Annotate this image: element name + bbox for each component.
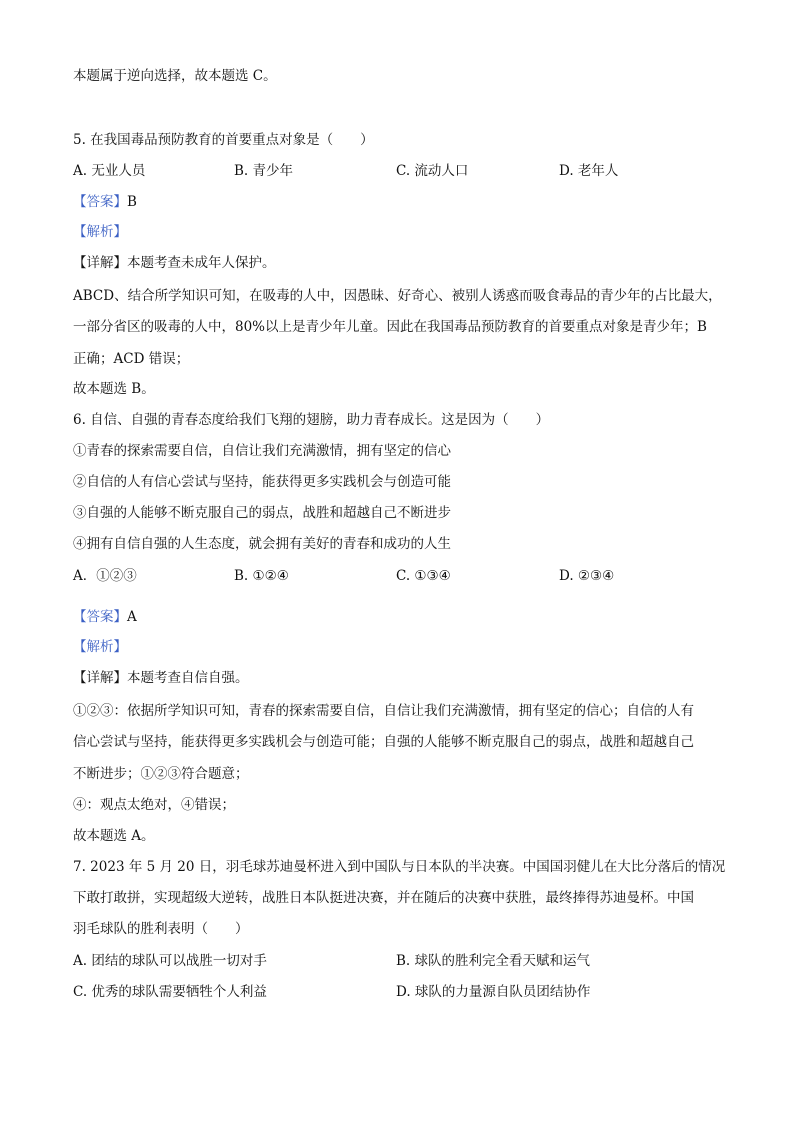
question-5-stem: 5. 在我国毒品预防教育的首要重点对象是（ ） bbox=[73, 132, 374, 148]
option-c: C. 流动人口 bbox=[396, 163, 469, 179]
statement-3: ③自强的人能够不断克服自己的弱点，战胜和超越自己不断进步 bbox=[73, 505, 451, 521]
option-b: B. 青少年 bbox=[234, 163, 294, 179]
answer-label bbox=[73, 607, 733, 627]
analysis-tag: 【解析】 bbox=[73, 224, 127, 240]
answer-tag: 【答案】 bbox=[73, 194, 127, 210]
option-a: A. 团结的球队可以战胜一切对手 bbox=[73, 953, 267, 969]
answer-value: A bbox=[127, 609, 137, 625]
paragraph: 一部分省区的吸毒的人中，80%以上是青少年儿童。因此在我国毒品预防教育的首要重点对象是青少年；B bbox=[73, 319, 707, 335]
option-d: D. ②③④ bbox=[559, 568, 615, 584]
paragraph: ABCD、结合所学知识可知，在吸毒的人中，因愚昧、好奇心、被别人诱惑而吸食毒品的青少年的占比最大， bbox=[73, 288, 722, 304]
option-b: B. 球队的胜利完全看天赋和运气 bbox=[396, 953, 591, 969]
paragraph: 本题属于逆向选择，故本题选 C。 bbox=[73, 68, 277, 84]
question-6-stem: 6. 自信、自强的青春态度给我们飞翔的翅膀，助力青春成长。这是因为（ ） bbox=[73, 412, 550, 428]
statement-1: ①青春的探索需要自信，自信让我们充满激情，拥有坚定的信心 bbox=[73, 443, 451, 459]
paragraph: ④：观点太绝对，④错误； bbox=[73, 797, 235, 813]
analysis-tag: 【解析】 bbox=[73, 639, 127, 655]
option-c: C. 优秀的球队需要牺牲个人利益 bbox=[73, 984, 267, 1000]
paragraph: 信心尝试与坚持，能获得更多实践机会与创造可能；自强的人能够不断克服自己的弱点，战胜和超越自己 bbox=[73, 734, 694, 750]
paragraph: 故本题选 A。 bbox=[73, 828, 155, 844]
option-b: B. ①②④ bbox=[234, 568, 289, 584]
detail-line bbox=[73, 668, 733, 688]
paragraph: 故本题选 B。 bbox=[73, 381, 155, 397]
paragraph: 正确；ACD 错误； bbox=[73, 351, 190, 367]
statement-2: ②自信的人有信心尝试与坚持，能获得更多实践机会与创造可能 bbox=[73, 474, 451, 490]
detail-tag: 【详解】 bbox=[73, 255, 127, 271]
option-a: A．①②③ bbox=[73, 568, 137, 584]
answer-tag: 【答案】 bbox=[73, 609, 127, 625]
paragraph: 不断进步；①②③符合题意； bbox=[73, 766, 249, 782]
detail-line bbox=[73, 253, 733, 273]
detail-tag: 【详解】 bbox=[73, 670, 127, 686]
option-d: D. 球队的力量源自队员团结协作 bbox=[396, 984, 591, 1000]
answer-label bbox=[73, 192, 733, 212]
option-a: A. 无业人员 bbox=[73, 163, 146, 179]
question-7-stem: 下敢打敢拼，实现超级大逆转，战胜日本队挺进决赛，并在随后的决赛中获胜，最终捧得苏迪曼杯。中国 bbox=[73, 890, 694, 906]
paragraph: ①②③：依据所学知识可知，青春的探索需要自信，自信让我们充满激情，拥有坚定的信心；自信的人有 bbox=[73, 703, 694, 719]
option-d: D. 老年人 bbox=[559, 163, 619, 179]
statement-4: ④拥有自信自强的人生态度，就会拥有美好的青春和成功的人生 bbox=[73, 536, 451, 552]
answer-value: B bbox=[127, 194, 137, 210]
detail-text: 本题考查自信自强。 bbox=[127, 670, 249, 686]
option-c: C. ①③④ bbox=[396, 568, 451, 584]
detail-text: 本题考查未成年人保护。 bbox=[127, 255, 276, 271]
question-7-stem: 羽毛球队的胜利表明（ ） bbox=[73, 921, 249, 937]
question-7-stem: 7. 2023 年 5 月 20 日，羽毛球苏迪曼杯进入到中国队与日本队的半决赛。中国国羽健儿在大比分落后的情况 bbox=[73, 859, 726, 875]
